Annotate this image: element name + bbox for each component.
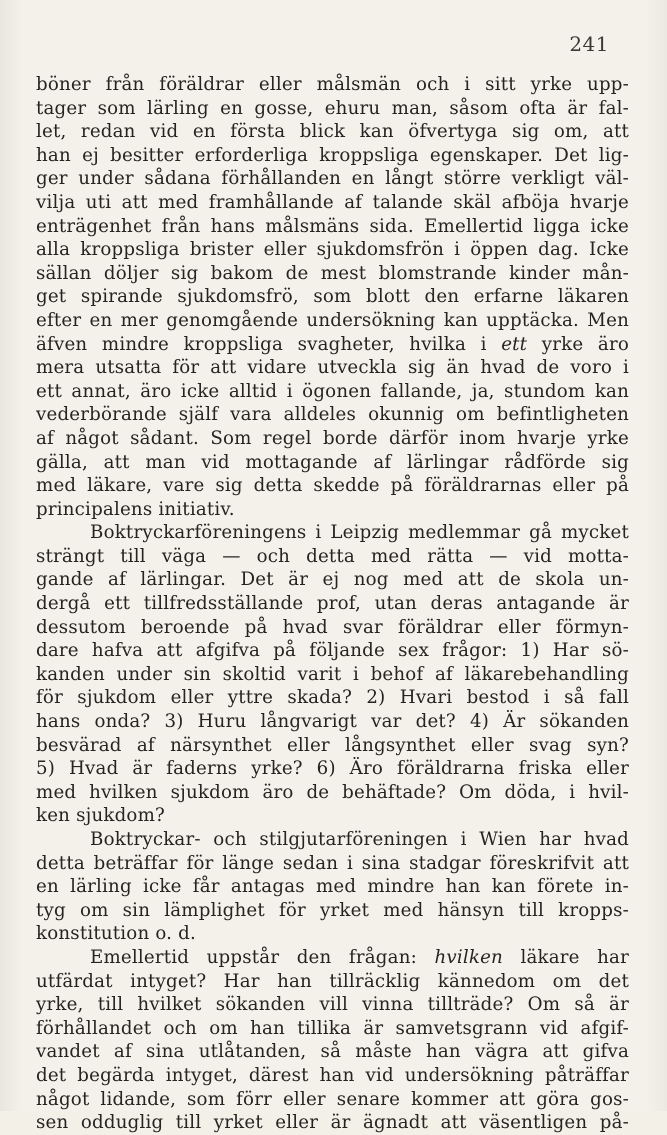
text-line: get spirande sjukdomsfrö, som blott den erfarne läkaren: [36, 286, 629, 308]
text-line: förhållandet och om han tillika är samvetsgrann vid afgif-: [36, 1017, 629, 1039]
paragraph-first-line-with-emphasis: [36, 946, 629, 970]
text-line: ett annat, äro icke alltid i ögonen fallande, ja, stundom kan: [36, 380, 629, 402]
body-text: [36, 73, 629, 1135]
text-line: vandet af sina utlåtanden, så måste han vägra att gifva: [36, 1041, 629, 1063]
text-line: kanden under sin skoltid varit i behof af läkarebehandling: [36, 663, 629, 685]
text-line: utfärdat intyget? Har han tillräcklig kännedom om det: [36, 970, 629, 992]
text-line: strängt till väga — och detta med rätta — vid motta-: [36, 545, 629, 567]
text-line: hans onda? 3) Huru långvarigt var det? 4) Är sökanden: [36, 711, 629, 733]
text-line: mera utsatta för att vidare utveckla sig än hvad de voro i: [36, 357, 629, 379]
text-line: gande af lärlingar. Det är ej nog med att de skola un-: [36, 569, 629, 591]
text-line: ger under sådana förhållanden en långt större verkligt väl-: [36, 168, 629, 190]
text-line: med läkare, vare sig detta skedde på föräldrarnas eller på: [36, 475, 629, 497]
text-line: 5) Hvad är faderns yrke? 6) Äro föräldrarna friska eller: [36, 758, 629, 780]
text-line: besvärad af närsynthet eller långsynthet eller svag syn?: [36, 734, 629, 756]
text-line: han ej besitter erforderliga kroppsliga egenskaper. Det lig-: [36, 144, 629, 166]
text-line: principalens initiativ.: [36, 498, 235, 520]
text-segment: äfven mindre kroppsliga svagheter, hvilka i: [36, 333, 502, 355]
text-segment: Emellertid uppstår den frågan:: [90, 946, 435, 968]
paragraph-first-line: Boktryckar- och stilgjutarföreningen i Wien har hvad: [90, 829, 629, 850]
text-line: alla kroppsliga brister eller sjukdomsfrön i öppen dag. Icke: [36, 239, 629, 261]
text-line: vederbörande själf vara alldeles okunnig om befintligheten: [36, 404, 629, 426]
emphasized-word: ett: [501, 333, 528, 355]
text-segment: läkare har: [502, 946, 629, 968]
text-line: af något sådant. Som regel borde därför inom hvarje yrke: [36, 427, 629, 449]
text-line: med hvilken sjukdom äro de behäftade? Om döda, i hvil-: [36, 781, 629, 803]
text-line: det begärda intyget, därest han vid undersökning påträffar: [36, 1064, 629, 1086]
text-line: tyg om sin lämplighet för yrket med hänsyn till kropps-: [36, 899, 629, 921]
text-segment: yrke äro: [527, 333, 629, 355]
text-line: tager som lärling en gosse, ehuru man, såsom ofta är fal-: [36, 97, 629, 119]
emphasized-word: hvilken: [434, 946, 503, 968]
text-line: let, redan vid en första blick kan öfvertyga sig om, att: [36, 121, 629, 143]
text-line-with-emphasis: [36, 333, 629, 357]
text-line: efter en mer genomgående undersökning kan upptäcka. Men: [36, 309, 629, 331]
page-number: 241: [569, 32, 609, 56]
text-line: böner från föräldrar eller målsmän och i sitt yrke upp-: [36, 74, 629, 95]
paragraph-first-line: Boktryckarföreningens i Leipzig medlemmar gå mycket: [90, 522, 629, 544]
text-line: yrke, till hvilket sökanden vill vinna tillträde? Om så är: [36, 994, 629, 1016]
text-line: gälla, att man vid mottagande af lärlingar rådförde sig: [36, 451, 629, 473]
text-line: ken sjukdom?: [36, 805, 165, 827]
text-line: för sjukdom eller yttre skada? 2) Hvari bestod i så fall: [36, 687, 629, 709]
text-line: dare hafva att afgifva på följande sex frågor: 1) Har sö-: [36, 640, 629, 662]
text-line: en lärling icke får antagas med mindre han kan förete in-: [36, 876, 629, 898]
text-line: detta beträffar för länge sedan i sina stadgar föreskrifvit att: [36, 852, 629, 874]
text-line: enträgenhet från hans målsmäns sida. Emellertid ligga icke: [36, 215, 629, 237]
text-line: vilja uti att med framhållande af talande skäl afböja hvarje: [36, 191, 629, 213]
text-line: dessutom beroende på hvad svar föräldrar eller förmyn-: [36, 616, 629, 638]
text-line: sen odduglig till yrket eller är ägnadt att väsentligen på-: [36, 1112, 629, 1134]
text-line: dergå ett tillfredsställande prof, utan deras antagande är: [36, 593, 629, 615]
text-line: sällan döljer sig bakom de mest blomstrande kinder mån-: [36, 262, 629, 284]
text-line: konstitution o. d.: [36, 923, 196, 945]
text-line: något lidande, som förr eller senare kommer att göra gos-: [36, 1088, 629, 1110]
